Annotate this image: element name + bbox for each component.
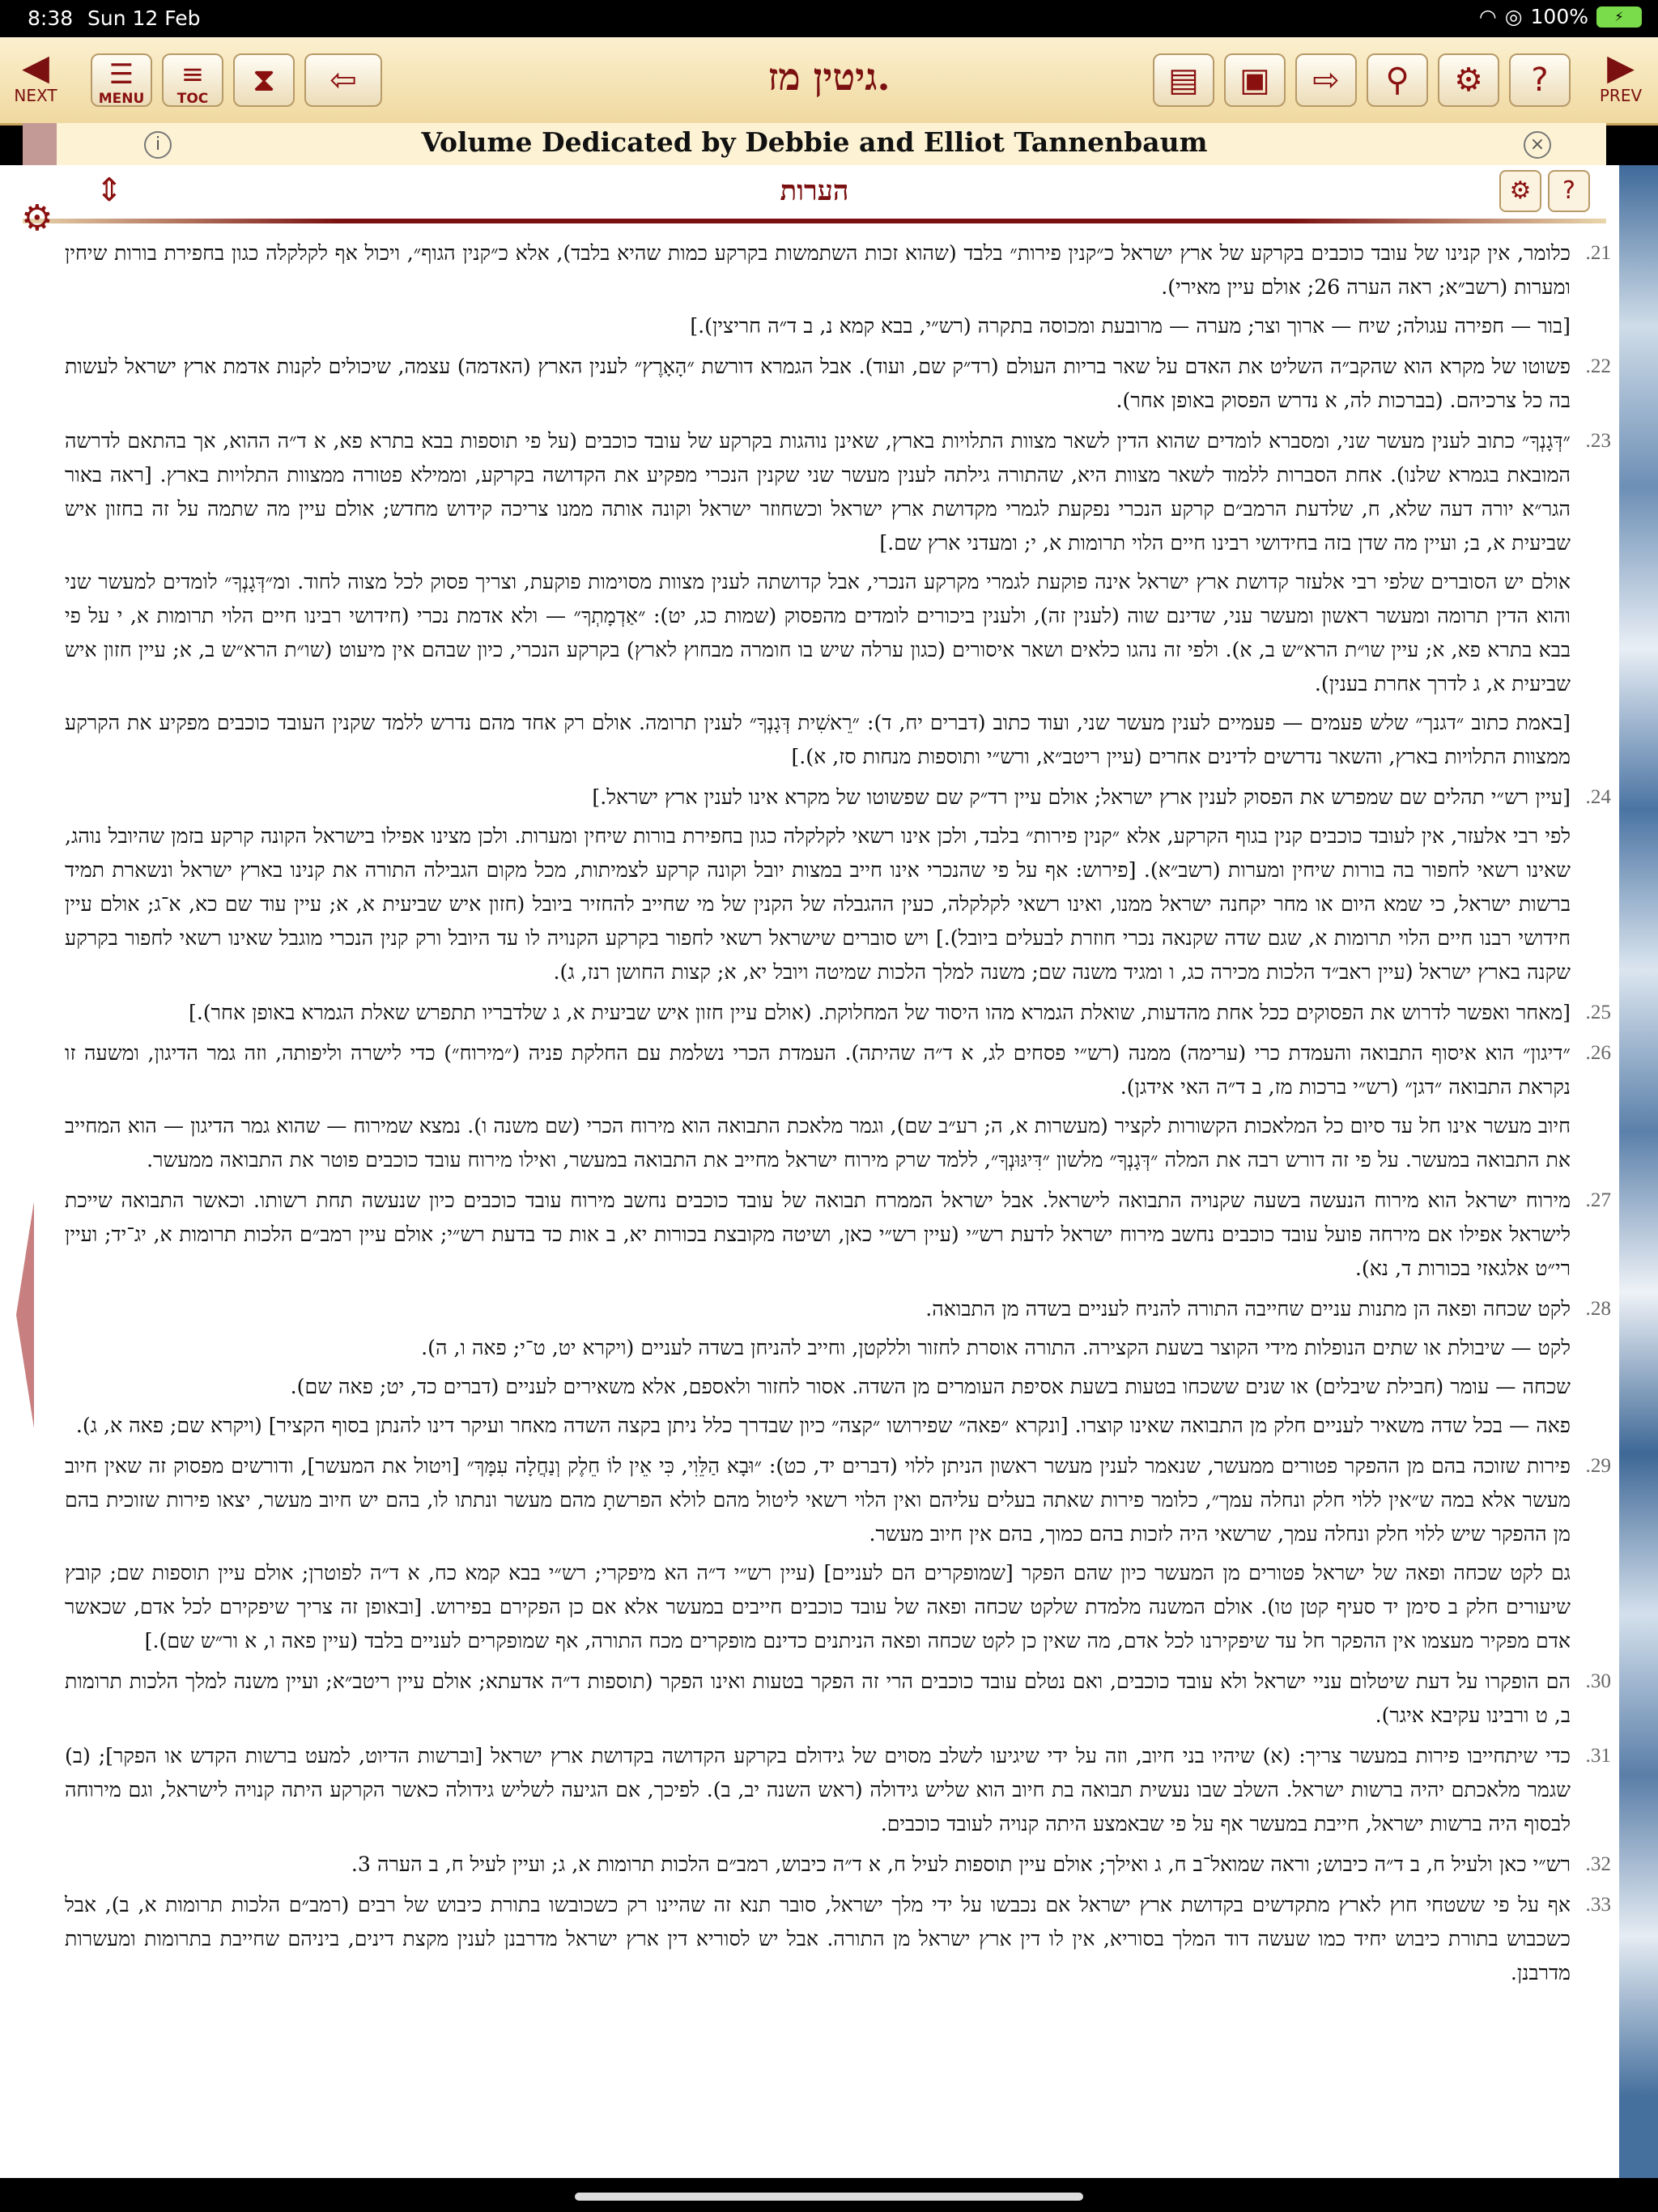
note-paragraph: חיוב מעשר אינו חל עד סיום כל המלאכות הקשורות לקציר (מעשרות א, ה; רע״ב שם), וגמר מלאכת התבואה הוא מירוח הכרי (שם משנה ו). נמצא שמירוח — שהוא גמר הדיגון — הוא המחייב את התבואה במעשר. על פי זה דורש רבה את המלה ״דְּגָנְךָ״ מלשון ״דִּיגּוּנְךָ״, ללמד שרק מירוח ישראל מחייב את התבואה במעשר, ואילו מירוח עובד כוכבים פוטר את התבואה ממעשר.	[65, 1114, 1571, 1172]
side-decoration	[1619, 165, 1658, 2178]
note-item	[65, 781, 1611, 989]
note-paragraph: [עיין רש״י תהלים שם שמפרש את הפסוק לענין ארץ ישראל; אולם עיין רד״ק שם שפשוטו של מקרא אינו לענין ארץ ישראל.]	[592, 785, 1571, 809]
header-divider	[23, 219, 1606, 223]
side-panel-handle[interactable]	[16, 1202, 34, 1428]
note-paragraph: אולם יש הסוברים שלפי רבי אלעזר קדושת ארץ ישראל אינה פוקעת לגמרי מקרקע הנכרי, אבל קדושתה לענין מצוות מסוימות פוקעת, וצריך פסוק לכל מצוה לחוד. ומ״דְּגָנְךָ״ לומדים למעשר שני והוא הדין תרומה ומעשר ראשון ומעשר עני, שדינם שוה (לענין זה), ולענין ביכורים לומדים מהפסוק (שמות כג, יט): ״אַדְמָתְךָ״ — ולא אדמת נכרי (חידושי רבינו חיים הלוי תרומות א, י על פי בבא בתרא פא, א; עיין שו״ת הרא״ש ב, א). ולפי זה נהגו כלאים ושאר איסורים (כגון ערלה שיש בו חומרה מבחוץ לארץ) בקרקע הנכרי, כיון שבהם אין מיעוט (שו״ת הרא״ש ב, א; עיין חזון איש שביעית א, ג לדרך אחרת בענין).	[65, 570, 1571, 696]
notes-settings-button[interactable]: ⚙	[1499, 170, 1541, 212]
dedication-banner	[23, 123, 1606, 169]
back-to-daf-button[interactable]	[304, 53, 382, 107]
note-item	[65, 1888, 1611, 1990]
prev-button[interactable]	[1588, 37, 1653, 123]
hamburger-icon: ☰	[108, 58, 134, 91]
note-number: 24.	[1585, 786, 1611, 808]
note-number: 31.	[1585, 1745, 1611, 1767]
note-number: 29.	[1585, 1455, 1611, 1477]
book-return-icon: ⇦	[329, 62, 357, 99]
status-time: 8:38	[28, 6, 74, 30]
question-icon: ?	[1531, 62, 1549, 99]
note-paragraph: פשוטו של מקרא הוא שהקב״ה השליט את האדם על שאר בריות העולם (רד״ק שם, ועוד). אבל הגמרא דורשת ״הָאָרֶץ״ לענין הארץ (האדמה) עצמה, שיכולים לקנות אדמת ארץ ישראל לעשות בה כל צרכיהם. (בברכות לה, א נדרש הפסוק באופן אחר).	[65, 355, 1571, 412]
note-paragraph: [מאחר ואפשר לדרוש את הפסוקים ככל אחת מהדעות, שואלת הגמרא מהו היסוד של המחלוקת. (אולם עיין חזון איש שביעית א, ג שלדבריו תתפרש שאלת הגמרא באופן אחר).]	[189, 1001, 1571, 1024]
page-title: גיטין מז.	[767, 55, 891, 99]
history-button[interactable]	[233, 53, 295, 107]
note-number: 33.	[1585, 1894, 1611, 1916]
gear-icon[interactable]: ⚙	[21, 198, 53, 239]
help-button[interactable]	[1509, 53, 1571, 107]
page-lines-icon: ▤	[1168, 62, 1199, 99]
note-paragraph: כדי שיתחייבו פירות במעשר צריך: (א) שיהיו בני חיוב, וזה על ידי שיגיעו לשלב מסוים של גידולם בקרקע הקדושה בקדושת ארץ ישראל [וברשות הדיוט, למעט ברשות הקדש או הפקר]; (ב) שגמר מלאכתם יהיה ברשות ישראל. השלב שבו נעשית תבואה בת חיוב הוא שליש גידולה (ראש השנה יב, ב). לפיכך, אם הגיעה לשליש גידולה כאשר הקרקע היתה קנויה לישראל, וגם מירוחה לבסוף היה ברשות ישראל, חייבת במעשר אף על פי שבאמצע היתה קנויה לעובד כוכבים.	[65, 1744, 1571, 1836]
note-paragraph: גם לקט שכחה ופאה של ישראל פטורים מן המעשר כיון שהם הפקר [שמופקרים הם לעניים] (עיין רש״י ד״ה הא מיפקרי; רש״י בבא קמא כח, א ד״ה לפוטרן; אולם עיין תוספות שם; קובץ שיעורים חלק ב סימן יד סעיף קטן טו). אולם המשנה מלמדת שלקט שכחה ופאה של עובד כוכבים חייבים במעשר אלא אם כן הפקירם בפירוש. [ובאופן זה צריך שיפקירם לכל אדם, שכאשר אדם מפקיר מעצמו אין ההפקר חל עד שיפקירנו לכל אדם, מה שאין כן לקט שכחה ופאה הניתנים כדינם מופקרים מכח התורה, אף שמופקרים לעניים בלבד (עיין פאה ו, א ור״ש שם).]	[65, 1561, 1571, 1653]
arrow-left-icon: ◀	[22, 47, 49, 88]
status-bar	[0, 0, 1658, 37]
close-icon[interactable]: ×	[1524, 131, 1551, 159]
next-button[interactable]	[3, 37, 68, 123]
note-item	[65, 1184, 1611, 1286]
prev-label: PREV	[1599, 86, 1643, 105]
briefcase-icon: ▣	[1239, 62, 1270, 99]
note-paragraph: כלומר, אין קנינו של עובד כוכבים בקרקע של ארץ ישראל כ״קנין פירות״ בלבד (שהוא זכות השתמשות בקרקע כמות שהיא בלבד), אלא כ״קנין הגוף״, ויכול אף לקלקלה כגון בחפירת בורות שיחין ומערות (רשב״א; ראה הערה 26; אולם עיין מאירי).	[65, 241, 1571, 299]
arrow-right-icon: ⇨	[1312, 62, 1340, 99]
note-paragraph: אף על פי ששטחי חוץ לארץ מתקדשים בקדושת ארץ ישראל אם נכבשו על ידי מלך ישראל, סובר תנא זה שהיינו רק כשכובשו בתורת כיבוש של רבים (רמב״ם הלכות תרומות א, ב), אבל כשכבוש בתורת כיבוש יחיד כמו שעשה דוד המלך בסוריא, אין לו דין ארץ ישראל מן התורה. אבל יש לסוריא דין ארץ ישראל מדרבנן לענין מקצת דינים, ביניהם שחייבת בתרומות ומעשרות מדרבנן.	[65, 1893, 1571, 1984]
note-paragraph: לקט שכחה ופאה הן מתנות עניים שחייבה התורה להניח לעניים בשדה מן התבואה.	[925, 1297, 1571, 1321]
status-indicators	[1479, 5, 1642, 28]
note-paragraph: פאה — בכל שדה משאיר לעניים חלק מן התבואה שאינו קוצרו. [ונקרא ״פאה״ שפירושו ״קצה״ כיון שבדרך כלל ניתן בקצה השדה מאחר ועיקר דינו להנתן בסוף הקציר] (ויקרא שם; פאה א, ג).	[75, 1414, 1571, 1437]
note-item	[65, 236, 1611, 343]
wifi-icon: ◠	[1478, 5, 1497, 28]
notes-pane	[0, 165, 1619, 2178]
note-number: 30.	[1585, 1670, 1611, 1692]
notes-list	[65, 236, 1611, 1997]
note-item	[65, 1739, 1611, 1841]
note-item	[65, 1848, 1611, 1882]
toc-label: TOC	[176, 91, 209, 107]
note-item	[65, 1449, 1611, 1658]
note-paragraph: [באמת כתוב ״דגנך״ שלש פעמים — פעמיים לענין מעשר שני, ועוד כתוב (דברים יח, ד): ״רֵאשִׁית דְּגָנְךָ״ לענין תרומה. אולם רק אחד מהם נדרש ללמד שקנין העובד כוכבים מפקיע את הקרקע ממצוות התלויות בארץ, והשאר נדרשים לדינים אחרים (עיין ריטב״א, ורש״י ותוספות מנחות סז, א).]	[65, 711, 1571, 768]
notes-header	[23, 165, 1606, 217]
menu-label: MENU	[98, 91, 145, 107]
list-icon: ≡	[181, 58, 205, 91]
note-number: 32.	[1585, 1853, 1611, 1875]
lock-rotation-icon: ◎	[1504, 5, 1523, 28]
note-paragraph: לפי רבי אלעזר, אין לעובד כוכבים קנין בגוף הקרקע, אלא ״קנין פירות״ בלבד, ולכן אינו רשאי לקלקלה כגון בחפירת בורות שיחין ומערות. ולכן מצינו אפילו בישראל הקונה קרקע בזמן שהיובל נוהג, שאינו רשאי לחפור בה בורות שיחין ומערות (רשב״א). [פירוש: אף על פי שהנכרי אינו חייב במצות יובל וקונה קרקע לצמיתות, מכל מקום הגבילה התורה את קנינו בארץ ישראל ונשארת תמיד ברשות ישראל, כי שמא היום או מחר יקחנה ישראל ממנו, ואינו רשאי לקלקלה, כעין ההגבלה של הקנין של מי שחייב להחזיר ביובל (חזון איש שביעית א, א; עיין עוד שם כא, א־ג; אולם עיין חידושי רבנו חיים הלוי תרומות א, שגם שדה שקנאה נכרי חוזרת לבעלים ביובל).] ויש סוברים שישראל רשאי לחפור בקרקע הקנויה לו עד היובל ורק קנין הנכרי מוגבל שאינו רשאי לחפור בקרקע שקנה בארץ ישראל (עיין ראב״ד הלכות מכירה כג, ו ומגיד משנה שם; משנה למלך הלכות שמיטה ויובל יא, א; קצות החושן רנז, ג).	[65, 824, 1571, 984]
note-item	[65, 1292, 1611, 1443]
expand-vertical-icon[interactable]: ⇕	[96, 172, 123, 209]
top-toolbar	[0, 37, 1658, 125]
note-number: 22.	[1585, 355, 1611, 377]
note-number: 26.	[1585, 1042, 1611, 1064]
note-paragraph: רש״י כאן ולעיל ח, ב ד״ה כיבוש; וראה שמואל־ב ח, ג ואילך; אולם עיין תוספות לעיל ח, א ד״ה כיבוש, רמב״ם הלכות תרומות א, ג; ועיין לעיל ח, ב הערה 3.	[351, 1853, 1571, 1876]
note-number: 23.	[1585, 430, 1611, 452]
note-paragraph: פירות שזוכה בהם מן ההפקר פטורים ממעשר, שנאמר לענין מעשר ראשון הניתן ללוי (דברים יד, כט): ״וּבָא הַלֵּוִי, כִּי אֵין לוֹ חֵלֶק וְנַחֲלָה עִמָּךְ״ [ויטול את המעשר], ודורשים מפסוק זה שאין חיוב מעשר אלא במה ש״אין ללוי חלק ונחלה עמך״, כלומר פירות שאתה בעלים עליהם ואין הלוי רשאי ליטול מהם לולא הפרשתָ מהם מעשר ונתתו לו, בהם יש חיוב מעשר, יצאו פירות שזוכית בהם מן ההפקר שיש ללוי חלק ונחלה עמך, שרשאי היה לזכות בהם כמוך, בהם אין חיוב מעשר.	[65, 1454, 1571, 1546]
note-item	[65, 1036, 1611, 1177]
text-view-button[interactable]	[1153, 53, 1214, 107]
toc-button[interactable]	[162, 53, 223, 107]
note-paragraph: [בור — חפירה עגולה; שיח — ארוך וצר; מערה — מרובעת ומכוסה בתקרה (רש״י, בבא קמא נ, ב ד״ה חריצין).]	[690, 314, 1571, 338]
note-item	[65, 1665, 1611, 1733]
note-paragraph: מירוח ישראל הוא מירוח הנעשה בשעה שקנויה התבואה לישראל. אבל ישראל הממרח תבואה של עובד כוכבים נחשב מירוח עובד כוכבים כיון שנעשה תחת רשותו. וכאשר התבואה שייכת לישראל אפילו אם מירחה פועל עובד כוכבים נחשב מירוח ישראל לדעת רש״י (עיין רש״י כאן, ושיטה מקובצת בכורות יא, ב אות כד בדעת רש״י; אולם עיין רמב״ם הלכות תרומות א, יג־יד; ועיין רי״ט אלגאזי בכורות ד, נא).	[65, 1189, 1571, 1280]
settings-button[interactable]	[1438, 53, 1499, 107]
menu-button[interactable]	[91, 53, 152, 107]
dedication-text: Volume Dedicated by Debbie and Elliot Tannenbaum	[421, 126, 1208, 158]
notes-title: הערות	[780, 175, 849, 207]
status-date: Sun 12 Feb	[87, 6, 201, 30]
note-paragraph: הם הופקרו על דעת שיטלום עניי ישראל ולא עובד כוכבים, ואם נטלם עובד כוכבים הרי זה הפקר בטעות ואינו הפקר (תוספות ד״ה אדעתא; אולם עיין ריטב״א; ועיין משנה למלך הלכות תרומות ב, ט ורבינו עקיבא איגר).	[65, 1670, 1571, 1727]
info-icon[interactable]: i	[144, 131, 172, 159]
note-number: 25.	[1585, 1002, 1611, 1023]
note-item	[65, 996, 1611, 1030]
note-number: 28.	[1585, 1298, 1611, 1320]
bookmark-ribbon[interactable]	[23, 123, 57, 172]
notes-help-button[interactable]: ?	[1548, 170, 1590, 212]
battery-icon: ⚡	[1596, 6, 1642, 28]
hourglass-icon: ⧗	[252, 62, 276, 99]
note-number: 21.	[1585, 242, 1611, 264]
note-paragraph: שכחה — עומר (חבילת שיבלים) או שנים ששכחו בטעות בשעת אסיפת העומרים מן השדה. אסור לחזור ולאספם, אלא משאירים לעניים (דברים כד, יט; פאה שם).	[290, 1375, 1571, 1398]
note-paragraph: ״דְּגָנְךָ״ כתוב לענין מעשר שני, ומסברא לומדים שהוא הדין לשאר מצוות התלויות בארץ, שאינן נוהגות בקרקע של עובד כוכבים (על פי תוספות בבא בתרא פא, א ד״ה ההוא, אך בהתאם לדרשה המובאת בגמרא שלנו). אחת הסברות ללמוד לשאר מצוות היא, שהתורה גילתה לענין מעשר שני שקנין הנכרי מפקיע את הקדושה בקרקע, וממילא פטורה ממצוות התלויות בארץ. [ראה באור הגר״א יורה דעה שלא, ח, שלדעת הרמב״ם קרקע הנכרי נפקעת לגמרי מקדושת ארץ ישראל וכשחוזר ישראל וקונה אותה ממנו צריכה קידוש מחדש; אולם עיין מה שתמה על זה בחזון איש שביעית א, ב; ועיין מה שדן בזה בחידושי רבינו חיים הלוי תרומות א, י; ומעדני ארץ שם.]	[65, 429, 1571, 555]
search-button[interactable]	[1367, 53, 1428, 107]
goto-button[interactable]	[1295, 53, 1357, 107]
briefcase-button[interactable]	[1224, 53, 1286, 107]
arrow-right-icon: ▶	[1607, 47, 1635, 88]
note-paragraph: ״דיגון״ הוא איסוף התבואה והעמדת כרי (ערימה) ממנה (רש״י פסחים לג, א ד״ה שהיתה). העמדת הכרי נשלמת עם החלקת פניה (״מירוח״) כדי לישרה וליפותה, וזה גמר הדיגון, ומשעה זו נקראת התבואה ״דגן״ (רש״י ברכות מז, ב ד״ה האי אידגן).	[65, 1041, 1571, 1099]
battery-percent: 100%	[1530, 5, 1588, 28]
note-item	[65, 424, 1611, 774]
note-paragraph: לקט — שיבולת או שתים הנופלות מידי הקוצר בשעת הקצירה. התורה אוסרת לחזור וללקטן, וחייב להניחן בשדה לעניים (ויקרא יט, ט־י; פאה ו, ה).	[421, 1336, 1571, 1359]
home-indicator[interactable]	[575, 2193, 1083, 2201]
gear-icon: ⚙	[1454, 62, 1483, 99]
search-icon: ⚲	[1385, 62, 1409, 99]
note-number: 27.	[1585, 1189, 1611, 1211]
next-label: NEXT	[14, 86, 57, 105]
note-item	[65, 350, 1611, 418]
